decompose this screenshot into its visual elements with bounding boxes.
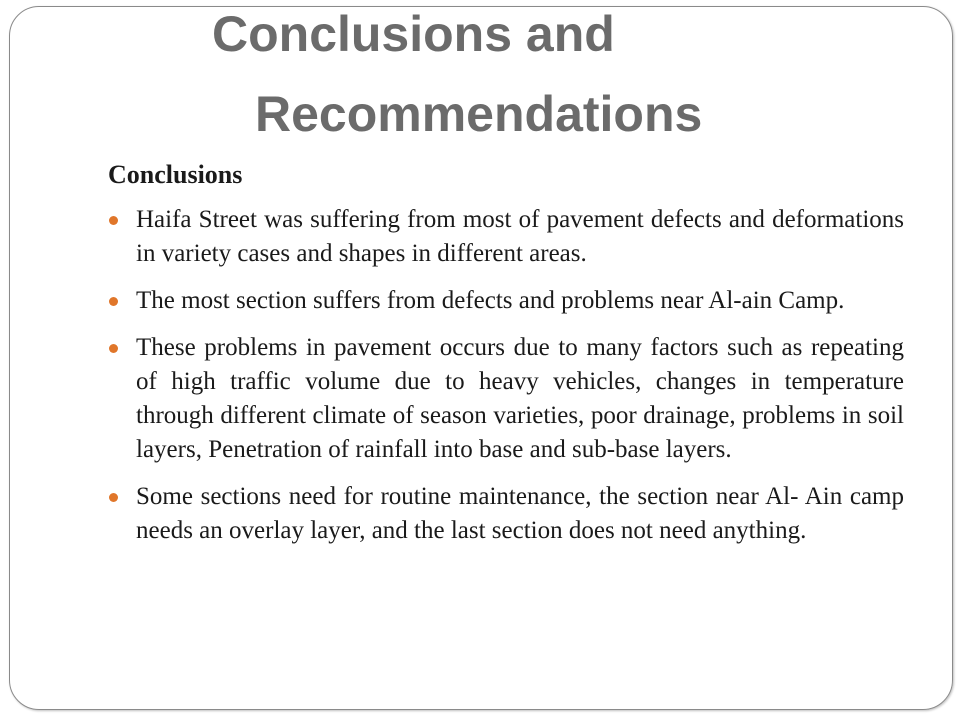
bullet-item [108,203,904,271]
bullet-icon [109,297,118,306]
title-line-1: Conclusions and [212,6,615,62]
slide-body [108,157,904,561]
bullet-text: Haifa Street was suffering from most of pavement defects and deformations in variety cases and shapes in different areas. [136,206,904,267]
bullet-icon [109,344,118,353]
bullet-text: These problems in pavement occurs due to many factors such as repeating of high traffic volume due to heavy vehicles, changes in temperature through different climate of season varieties, poor drainage, problems in soil layers, Penetration of rainfall into base and sub-base layers. [136,334,904,463]
bullet-text: The most section suffers from defects and problems near Al-ain Camp. [136,287,845,314]
bullet-text: Some sections need for routine maintenance, the section near Al- Ain camp needs an overlay layer, and the last section does not need anything. [136,483,904,544]
bullet-item [108,480,904,548]
bullet-list [108,203,904,548]
bullet-icon [109,216,118,225]
bullet-icon [109,493,118,502]
section-heading: Conclusions [108,160,243,189]
title-line-2: Recommendations [255,86,703,142]
bullet-item [108,331,904,467]
bullet-item [108,284,904,318]
